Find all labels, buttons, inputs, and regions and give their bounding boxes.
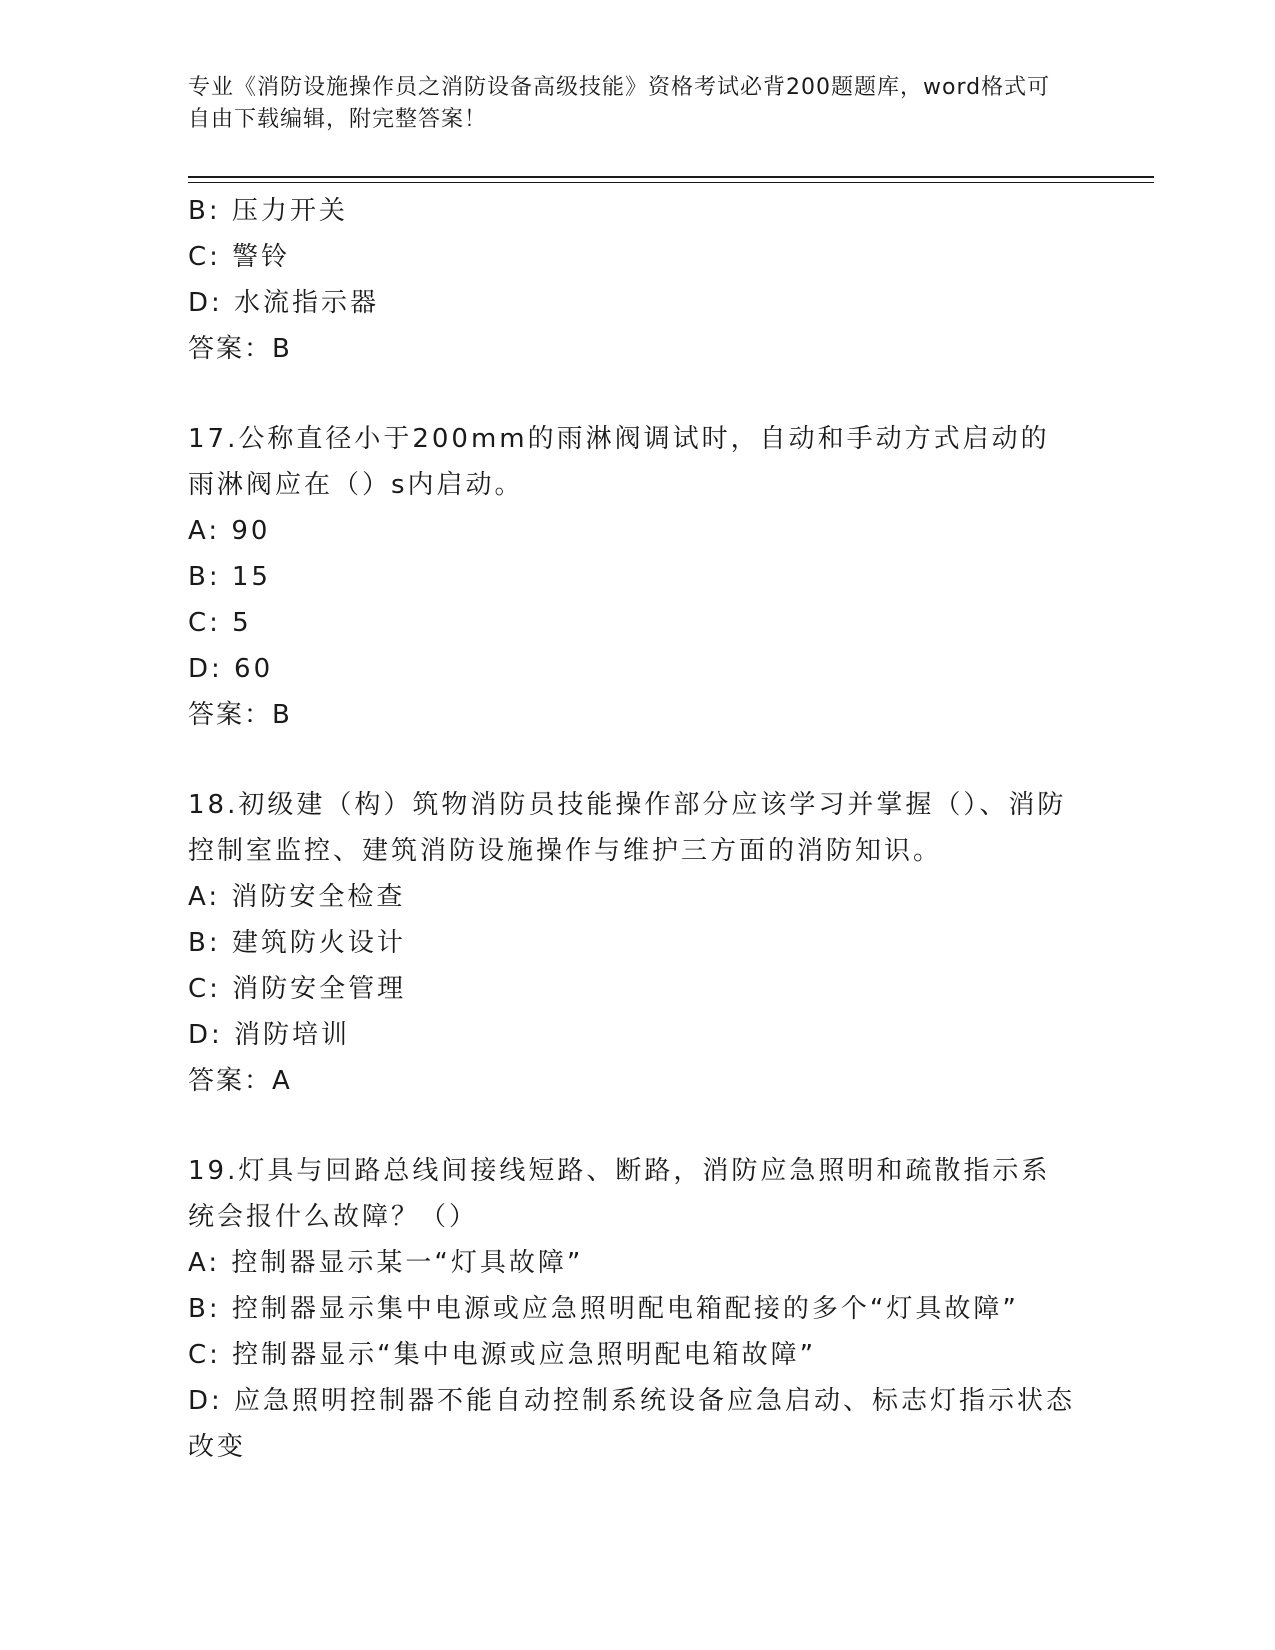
header-divider-thick: [188, 176, 1154, 178]
option-c: C: 警铃: [188, 242, 291, 272]
question-17: [188, 416, 1088, 738]
option-d: D: 60: [188, 654, 274, 684]
option-a: A: 消防安全检查: [188, 882, 406, 912]
answer: 答案：A: [188, 1066, 292, 1096]
document-header: 专业《消防设施操作员之消防设备高级技能》资格考试必背200题题库，word格式可自由下载编辑，附完整答案！: [188, 75, 1051, 132]
question-content: [188, 188, 1088, 1470]
option-b: B: 控制器显示集中电源或应急照明配电箱配接的多个“灯具故障”: [188, 1294, 1019, 1324]
option-a: A: 控制器显示某一“灯具故障”: [188, 1248, 584, 1278]
option-b: B: 建筑防火设计: [188, 928, 406, 958]
answer: 答案：B: [188, 700, 292, 730]
question-text: 19.灯具与回路总线间接线短路、断路，消防应急照明和疏散指示系统会报什么故障？（）: [188, 1156, 1051, 1232]
question-18: [188, 782, 1088, 1104]
option-c: C: 消防安全管理: [188, 974, 407, 1004]
question-text: 18.初级建（构）筑物消防员技能操作部分应该学习并掌握（）、消防控制室监控、建筑消防设施操作与维护三方面的消防知识。: [188, 790, 1067, 866]
option-a: A: 90: [188, 516, 271, 546]
answer: 答案：B: [188, 334, 292, 364]
question-text: 17.公称直径小于200mm的雨淋阀调试时，自动和手动方式启动的雨淋阀应在（）s内启动。: [188, 424, 1050, 500]
option-d: D: 消防培训: [188, 1020, 351, 1050]
question-16-tail: [188, 188, 1088, 372]
option-d: D: 水流指示器: [188, 288, 380, 318]
option-b: B: 15: [188, 562, 271, 592]
header-divider-thin: [188, 182, 1154, 183]
option-c: C: 控制器显示“集中电源或应急照明配电箱故障”: [188, 1340, 817, 1370]
option-b: B: 压力开关: [188, 196, 348, 226]
option-c: C: 5: [188, 608, 252, 638]
option-d: D: 应急照明控制器不能自动控制系统设备应急启动、标志灯指示状态改变: [188, 1386, 1076, 1462]
question-19: [188, 1148, 1088, 1470]
